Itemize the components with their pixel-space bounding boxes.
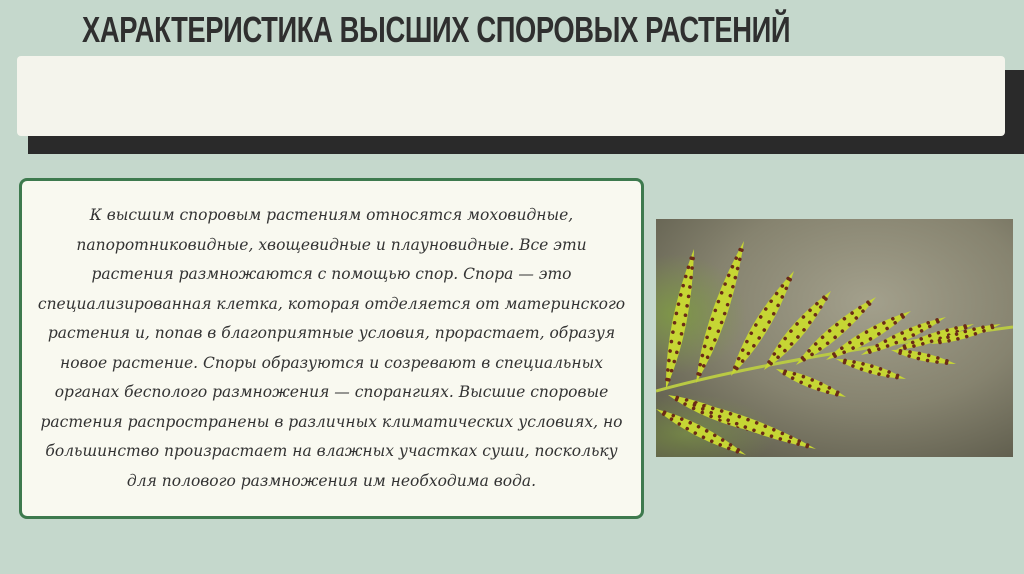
title-banner [17, 56, 1005, 136]
body-text: К высшим споровым растениям относятся моховидные, папоротниковидные, хвощевидные и плауновидные. Все эти растения размножаются с помощью спор. Спора — это специализированная клетка, которая отделяется от материнского растения и, попав в благоприятные условия, прорастает, образуя новое растение. Споры образуются и созревают в специальных органах бесполого размножения — спорангиях. Высшие споровые растения распространены в различных климатических условиях, но большинство произрастает на влажных участках суши, поскольку для полового размножения им необходима вода. [37, 206, 626, 490]
fern-photo [656, 219, 1013, 457]
slide-title: ХАРАКТЕРИСТИКА ВЫСШИХ СПОРОВЫХ РАСТЕНИЙ [82, 9, 791, 50]
fern-image [656, 219, 1013, 457]
text-card [19, 178, 644, 519]
